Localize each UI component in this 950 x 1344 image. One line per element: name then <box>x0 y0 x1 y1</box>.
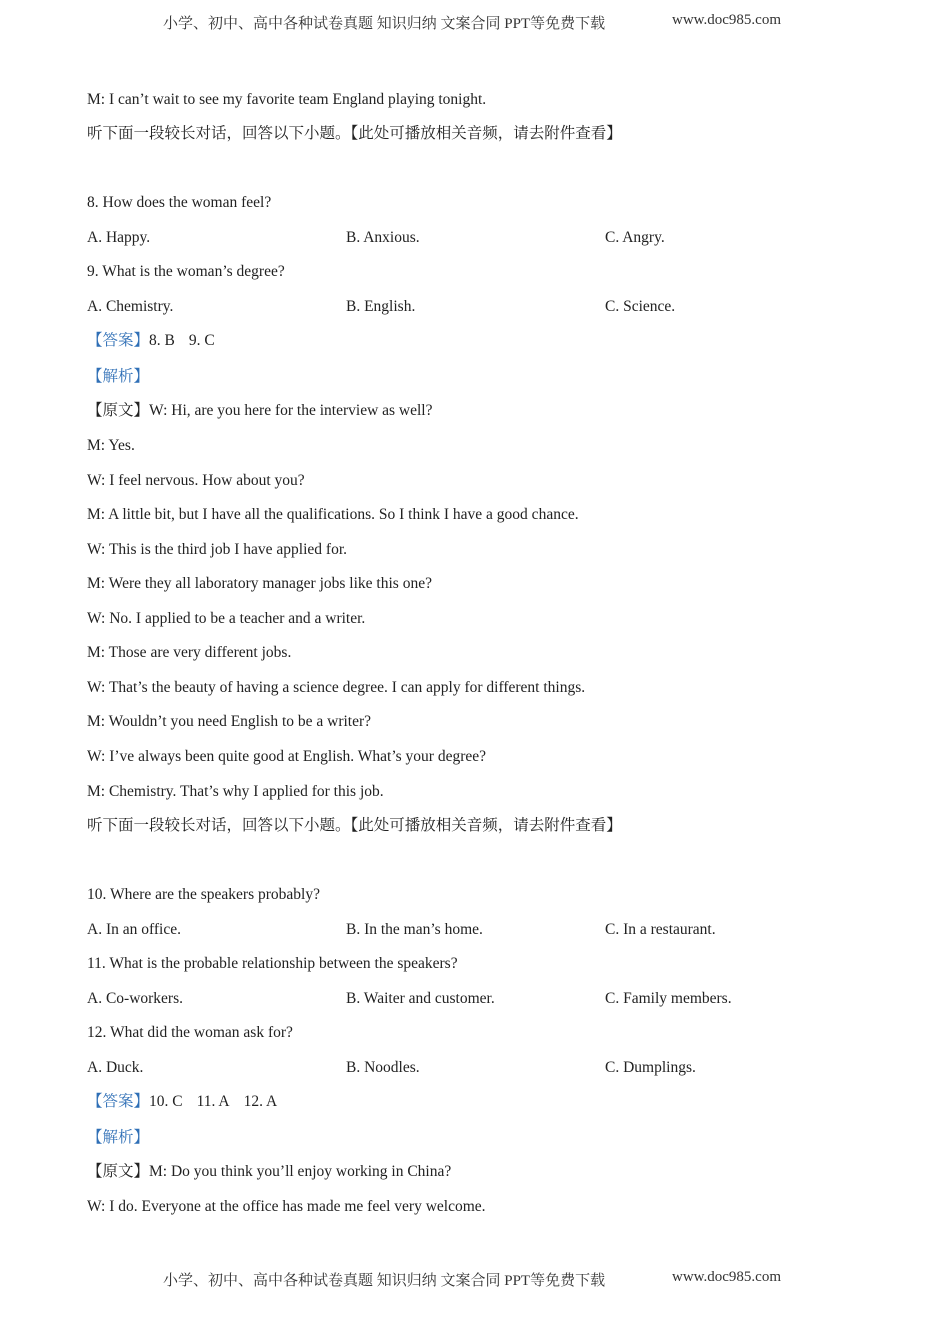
question-8: 8. How does the woman feel? <box>87 194 272 211</box>
transcript-line: M: Yes. <box>87 437 135 454</box>
answer-row-1 <box>87 331 215 351</box>
answer-item: 10. C <box>149 1093 183 1110</box>
q8-option-b: B. Anxious. <box>346 229 420 246</box>
instruction-1: 听下面一段较长对话，回答以下小题。【此处可播放相关音频，请去附件查看】 <box>87 125 622 142</box>
q11-option-a: A. Co-workers. <box>87 990 183 1007</box>
question-11: 11. What is the probable relationship between the speakers? <box>87 955 458 972</box>
q8-option-a: A. Happy. <box>87 229 151 246</box>
transcript-line: M: Those are very different jobs. <box>87 644 292 661</box>
question-10: 10. Where are the speakers probably? <box>87 886 320 903</box>
transcript-line: W: I’ve always been quite good at English. What’s your degree? <box>87 748 486 765</box>
footer-text: 小学、初中、高中各种试卷真题 知识归纳 文案合同 PPT等免费下载 <box>163 1273 606 1289</box>
transcript-line: 【原文】M: Do you think you’ll enjoy working in China? <box>87 1163 452 1180</box>
transcript-line: W: That’s the beauty of having a science degree. I can apply for different things. <box>87 679 586 696</box>
q11-option-c: C. Family members. <box>605 990 732 1007</box>
transcript-label: 【原文】 <box>87 402 150 419</box>
transcript-line: M: Wouldn’t you need English to be a writer? <box>87 713 372 730</box>
answer-row-2 <box>87 1092 277 1112</box>
answer-item: 12. A <box>243 1093 278 1110</box>
transcript-line: W: I feel nervous. How about you? <box>87 472 305 489</box>
q11-option-b: B. Waiter and customer. <box>346 990 495 1007</box>
answer-label: 【答案】 <box>87 332 150 349</box>
answer-item: 8. B <box>149 332 175 349</box>
answer-item: 9. C <box>188 332 215 349</box>
q12-option-c: C. Dumplings. <box>605 1059 696 1076</box>
transcript-line: 【原文】W: Hi, are you here for the interview as well? <box>87 402 433 419</box>
q8-option-c: C. Angry. <box>605 229 665 246</box>
q12-option-b: B. Noodles. <box>346 1059 420 1076</box>
intro-line: M: I can’t wait to see my favorite team England playing tonight. <box>87 91 487 108</box>
q9-option-a: A. Chemistry. <box>87 298 174 315</box>
analysis-label-2: 【解析】 <box>87 1129 150 1146</box>
analysis-label: 【解析】 <box>87 368 150 385</box>
transcript-line: W: I do. Everyone at the office has made me feel very welcome. <box>87 1198 486 1215</box>
q10-option-c: C. In a restaurant. <box>605 921 716 938</box>
transcript-line: M: Were they all laboratory manager jobs like this one? <box>87 575 432 592</box>
q9-option-b: B. English. <box>346 298 416 315</box>
q9-option-c: C. Science. <box>605 298 676 315</box>
q12-option-a: A. Duck. <box>87 1059 144 1076</box>
transcript-label: 【原文】 <box>87 1163 150 1180</box>
answer-label: 【答案】 <box>87 1093 150 1110</box>
question-12: 12. What did the woman ask for? <box>87 1024 293 1041</box>
header-text: 小学、初中、高中各种试卷真题 知识归纳 文案合同 PPT等免费下载 <box>163 16 606 32</box>
transcript-line: M: Chemistry. That’s why I applied for this job. <box>87 783 384 800</box>
transcript-line: W: No. I applied to be a teacher and a writer. <box>87 610 366 627</box>
question-9: 9. What is the woman’s degree? <box>87 263 285 280</box>
transcript-line: M: A little bit, but I have all the qualifications. So I think I have a good chance. <box>87 506 579 523</box>
q10-option-a: A. In an office. <box>87 921 181 938</box>
q10-option-b: B. In the man’s home. <box>346 921 483 938</box>
answer-item: 11. A <box>196 1093 230 1110</box>
transcript-line: W: This is the third job I have applied for. <box>87 541 348 558</box>
footer-site[interactable]: www.doc985.com <box>672 1269 782 1285</box>
instruction-2: 听下面一段较长对话，回答以下小题。【此处可播放相关音频，请去附件查看】 <box>87 817 622 834</box>
header-site[interactable]: www.doc985.com <box>672 12 782 28</box>
